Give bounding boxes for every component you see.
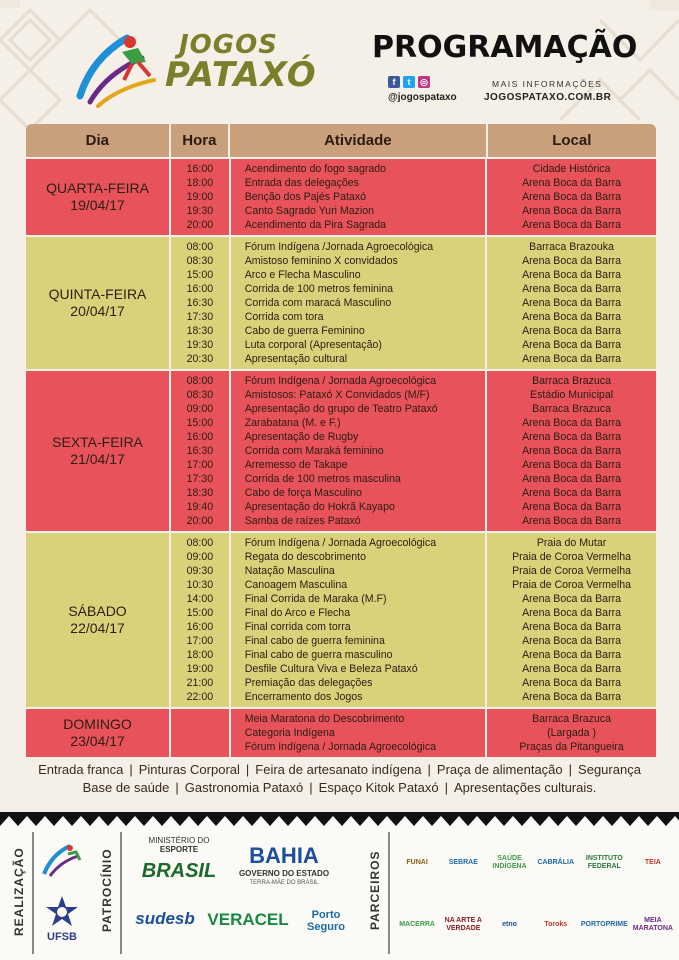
- parceiros-label: PARCEIROS: [368, 850, 382, 930]
- location-cell: Cidade Histórica: [532, 163, 611, 175]
- time-column: [171, 237, 231, 369]
- location-cell: Arena Boca da Barra: [522, 473, 622, 485]
- day-block: [26, 235, 656, 369]
- location-cell: Arena Boca da Barra: [522, 311, 622, 323]
- ufsb-logo: UFSB: [47, 931, 77, 943]
- activity-cell: Arco e Flecha Masculino: [244, 269, 361, 281]
- activity-cell: Fórum Indígena / Jornada Agroecológica: [244, 741, 437, 753]
- day-name: QUINTA-FEIRA: [48, 286, 147, 302]
- partner-logo: SEBRAE: [448, 859, 478, 866]
- time-cell: 16:00: [186, 163, 214, 175]
- time-cell: 14:00: [186, 593, 214, 605]
- partner-logo: Toroks: [544, 921, 568, 928]
- header-location: Local: [552, 132, 592, 149]
- social-icons: [388, 76, 430, 88]
- activity-cell: Final cabo de guerra feminina: [244, 635, 385, 647]
- decorative-strip: [0, 812, 679, 826]
- activity-cell: Regata do descobrimento: [244, 551, 367, 563]
- location-cell: (Largada ): [547, 727, 596, 739]
- day-cell: [26, 533, 171, 707]
- location-cell: Arena Boca da Barra: [522, 177, 622, 189]
- location-cell: Arena Boca da Barra: [522, 339, 622, 351]
- location-cell: Arena Boca da Barra: [522, 593, 622, 605]
- activity-cell: Apresentação cultural: [244, 353, 348, 365]
- day-name: SÁBADO: [68, 603, 127, 619]
- info-item: Segurança: [578, 762, 641, 777]
- partner-logo: NA ARTE A VERDADE: [444, 917, 482, 932]
- day-date: 19/04/17: [70, 197, 125, 213]
- ministerio-line1: MINISTÉRIO DO: [148, 836, 210, 845]
- time-cell: 16:30: [186, 297, 214, 309]
- day-name: SEXTA-FEIRA: [52, 434, 143, 450]
- location-column: [487, 159, 656, 235]
- activity-cell: Arremesso de Takape: [244, 459, 348, 471]
- website-link[interactable]: JOGOSPATAXO.COM.BR: [484, 92, 612, 103]
- table-header: [26, 124, 656, 157]
- info-line-1: [0, 761, 679, 779]
- activity-cell: Meia Maratona do Descobrimento: [244, 713, 405, 725]
- location-cell: Arena Boca da Barra: [522, 269, 622, 281]
- activity-cell: Natação Masculina: [244, 565, 335, 577]
- patrocinio-label: PATROCÍNIO: [100, 848, 114, 932]
- time-cell: 18:30: [186, 325, 214, 337]
- separator: |: [444, 780, 449, 795]
- location-cell: Arena Boca da Barra: [522, 691, 622, 703]
- time-cell: 19:00: [186, 663, 214, 675]
- activity-cell: Benção dos Pajés Pataxó: [244, 191, 367, 203]
- day-cell: [26, 709, 171, 757]
- day-block: [26, 369, 656, 531]
- activity-cell: Cabo de guerra Feminino: [244, 325, 365, 337]
- activity-cell: Entrada das delegações: [244, 177, 359, 189]
- time-cell: 10:30: [186, 579, 214, 591]
- info-item: Feira de artesanato indígena: [255, 762, 422, 777]
- time-cell: 16:30: [186, 445, 214, 457]
- activity-cell: Apresentação do grupo de Teatro Pataxó: [244, 403, 438, 415]
- time-cell: 16:00: [186, 431, 214, 443]
- time-column: [171, 159, 231, 235]
- location-cell: Arena Boca da Barra: [522, 663, 622, 675]
- time-cell: 09:30: [186, 565, 214, 577]
- location-cell: Arena Boca da Barra: [522, 621, 622, 633]
- partner-logo: TEIA: [644, 859, 661, 866]
- time-cell: 18:00: [186, 649, 214, 661]
- sponsors-section: [0, 826, 679, 960]
- location-cell: Arena Boca da Barra: [522, 459, 622, 471]
- location-cell: Barraca Brazuca: [532, 713, 611, 725]
- schedule-table: [26, 124, 656, 757]
- activity-cell: Final do Arco e Flecha: [244, 607, 351, 619]
- location-cell: Arena Boca da Barra: [522, 191, 622, 203]
- activity-cell: Premiação das delegações: [244, 677, 373, 689]
- activity-cell: Acendimento da Pira Sagrada: [244, 219, 387, 231]
- location-cell: Arena Boca da Barra: [522, 635, 622, 647]
- location-column: [487, 237, 656, 369]
- location-cell: Arena Boca da Barra: [522, 219, 622, 231]
- location-cell: Barraca Brazuca: [532, 403, 611, 415]
- activity-cell: Samba de raízes Pataxó: [244, 515, 361, 527]
- location-cell: Praia do Mutar: [536, 537, 607, 549]
- ministerio-line2: ESPORTE: [159, 845, 199, 854]
- day-date: 20/04/17: [70, 303, 125, 319]
- location-cell: Arena Boca da Barra: [522, 353, 622, 365]
- instagram-icon[interactable]: ◎: [418, 76, 430, 88]
- time-cell: 19:30: [186, 205, 214, 217]
- partner-logo: SAÚDE INDÍGENA: [492, 855, 527, 870]
- table-body: [26, 157, 656, 757]
- time-cell: 08:30: [186, 389, 214, 401]
- porto-seguro-line1: Porto: [311, 909, 341, 921]
- activity-cell: Apresentação do Hokrã Kayapo: [244, 501, 395, 513]
- day-block: [26, 531, 656, 707]
- bahia-subtitle: GOVERNO DO ESTADO: [238, 868, 330, 878]
- time-cell: 20:30: [186, 353, 214, 365]
- partner-logo: PORTOPRIME: [580, 921, 628, 928]
- location-cell: Arena Boca da Barra: [522, 255, 622, 267]
- activity-cell: Final corrida com torra: [244, 621, 351, 633]
- activity-cell: Amistosos: Pataxó X Convidados (M/F): [244, 389, 430, 401]
- day-date: 22/04/17: [70, 620, 125, 636]
- activity-cell: Luta corporal (Apresentação): [244, 339, 382, 351]
- ministerio-esporte-logo: [134, 836, 224, 854]
- header: [0, 0, 679, 120]
- location-cell: Arena Boca da Barra: [522, 607, 622, 619]
- time-column: [171, 371, 231, 531]
- header-day: Dia: [26, 124, 171, 157]
- activity-cell: Canoagem Masculina: [244, 579, 348, 591]
- activity-column: [231, 371, 487, 531]
- location-column: [487, 371, 656, 531]
- partner-logo: FUNAI: [406, 859, 428, 866]
- time-cell: 17:00: [186, 459, 214, 471]
- activity-cell: Encerramento dos Jogos: [244, 691, 363, 703]
- day-cell: [26, 237, 171, 369]
- time-cell: 08:00: [186, 241, 214, 253]
- brasil-logo: BRASIL: [141, 859, 217, 882]
- activity-cell: Corrida com Maraká feminino: [244, 445, 384, 457]
- time-cell: 21:00: [186, 677, 214, 689]
- time-cell: 19:40: [186, 501, 214, 513]
- separator: |: [568, 762, 573, 777]
- location-column: [487, 709, 656, 757]
- more-info-label: MAIS INFORMAÇÕES: [492, 79, 603, 89]
- time-cell: 19:30: [186, 339, 214, 351]
- realizacao-label: REALIZAÇÃO: [12, 847, 26, 936]
- activity-cell: Corrida de 100 metros masculina: [244, 473, 401, 485]
- separator: |: [427, 762, 431, 777]
- location-cell: Arena Boca da Barra: [522, 515, 622, 527]
- location-cell: Arena Boca da Barra: [522, 325, 622, 337]
- time-cell: 18:30: [186, 487, 214, 499]
- activity-cell: Acendimento do fogo sagrado: [244, 163, 387, 175]
- activity-cell: Desfile Cultura Viva e Beleza Pataxó: [244, 663, 418, 675]
- activity-cell: Corrida com tora: [244, 311, 324, 323]
- separator: |: [129, 762, 133, 777]
- time-cell: 15:00: [186, 417, 214, 429]
- time-cell: 15:00: [186, 607, 214, 619]
- location-cell: Arena Boca da Barra: [522, 297, 622, 309]
- time-column: [171, 709, 231, 757]
- info-item: Gastronomia Pataxó: [184, 780, 304, 795]
- day-cell: [26, 159, 171, 235]
- location-cell: Praças da Pitangueira: [519, 741, 624, 753]
- day-date: 23/04/17: [70, 733, 125, 749]
- sudesb-logo: sudesb: [135, 909, 195, 928]
- time-cell: 17:30: [186, 473, 214, 485]
- event-info: [0, 761, 679, 797]
- activity-cell: Zarabatana (M. e F.): [244, 417, 341, 429]
- activity-cell: Fórum Indígena /Jornada Agroecológica: [244, 241, 434, 253]
- time-cell: 08:00: [186, 537, 214, 549]
- activity-cell: Cabo de força Masculino: [244, 487, 362, 499]
- time-cell: 09:00: [186, 403, 214, 415]
- bahia-subtitle-2: TERRA-MÃE DO BRASIL: [249, 879, 319, 886]
- activity-cell: Canto Sagrado Yuri Mazion: [244, 205, 375, 217]
- info-line-2: [0, 779, 679, 797]
- activity-cell: Apresentação de Rugby: [244, 431, 359, 443]
- activity-cell: Final cabo de guerra masculino: [244, 649, 393, 661]
- partner-logo: CABRÁLIA: [537, 859, 575, 866]
- time-cell: 18:00: [186, 177, 214, 189]
- location-cell: Barraca Brazuca: [532, 375, 611, 387]
- activity-cell: Amistoso feminino X convidados: [244, 255, 398, 267]
- partner-logo: MACERRA: [399, 921, 435, 928]
- info-item: Entrada franca: [38, 762, 124, 777]
- partners-grid: [396, 834, 674, 954]
- day-block: [26, 157, 656, 235]
- info-item: Base de saúde: [82, 780, 170, 795]
- divider: [32, 832, 34, 954]
- logo-line2: PATAXÓ: [165, 55, 317, 95]
- divider: [388, 832, 390, 954]
- location-cell: Arena Boca da Barra: [522, 677, 622, 689]
- partner-logo: INSTITUTO FEDERAL: [585, 855, 623, 870]
- day-name: QUARTA-FEIRA: [46, 180, 149, 196]
- activity-column: [231, 159, 487, 235]
- activity-cell: Categoria Indígena: [244, 727, 335, 739]
- facebook-icon[interactable]: f: [388, 76, 400, 88]
- time-cell: 15:00: [186, 269, 214, 281]
- activity-cell: Final Corrida de Maraka (M.F): [244, 593, 387, 605]
- time-cell: 17:30: [186, 311, 214, 323]
- jogos-pataxo-small-logo-icon: [40, 838, 84, 878]
- info-item: Pinturas Corporal: [138, 762, 240, 777]
- location-cell: Praia de Coroa Vermelha: [512, 551, 632, 563]
- activity-column: [231, 709, 487, 757]
- location-cell: Arena Boca da Barra: [522, 487, 622, 499]
- logo-line1: JOGOS: [179, 30, 278, 60]
- header-activity: Atividade: [230, 124, 488, 157]
- location-cell: Arena Boca da Barra: [522, 445, 622, 457]
- social-handle[interactable]: @jogospataxo: [388, 92, 457, 103]
- logo-wordmark: [165, 30, 317, 95]
- day-block: [26, 707, 656, 757]
- location-cell: Estádio Municipal: [530, 389, 614, 401]
- divider: [120, 832, 122, 954]
- activity-cell: Corrida de 100 metros feminina: [244, 283, 394, 295]
- activity-cell: Corrida com maracá Masculino: [244, 297, 392, 309]
- separator: |: [175, 780, 179, 795]
- location-cell: Arena Boca da Barra: [522, 431, 622, 443]
- day-date: 21/04/17: [70, 451, 125, 467]
- header-hour: Hora: [171, 124, 230, 157]
- partner-logo: MEIA MARATONA: [632, 917, 673, 932]
- location-cell: Arena Boca da Barra: [522, 205, 622, 217]
- day-cell: [26, 371, 171, 531]
- location-cell: Barraca Brazouka: [529, 241, 614, 253]
- info-item: Praça de alimentação: [436, 762, 563, 777]
- time-cell: 17:00: [186, 635, 214, 647]
- time-column: [171, 533, 231, 707]
- location-cell: Praia de Coroa Vermelha: [512, 579, 632, 591]
- activity-cell: Fórum Indígena / Jornada Agroecológica: [244, 537, 437, 549]
- location-cell: Arena Boca da Barra: [522, 283, 622, 295]
- jogos-pataxo-emblem-icon: [72, 18, 162, 108]
- veracel-logo: VERACEL: [207, 910, 289, 929]
- activity-column: [231, 533, 487, 707]
- bahia-logo: BAHIA: [249, 843, 319, 868]
- separator: |: [309, 780, 313, 795]
- location-column: [487, 533, 656, 707]
- activity-cell: Fórum Indígena / Jornada Agroecológica: [244, 375, 437, 387]
- twitter-icon[interactable]: t: [403, 76, 415, 88]
- page-title: PROGRAMAÇÃO: [372, 30, 638, 65]
- day-name: DOMINGO: [63, 716, 132, 732]
- location-cell: Arena Boca da Barra: [522, 417, 622, 429]
- separator: |: [245, 762, 250, 777]
- porto-seguro-line2: Seguro: [307, 921, 345, 933]
- location-cell: Praia de Coroa Vermelha: [512, 565, 632, 577]
- time-cell: 20:00: [186, 515, 214, 527]
- time-cell: 20:00: [186, 219, 214, 231]
- porto-seguro-logo: [294, 904, 358, 938]
- time-cell: 09:00: [186, 551, 214, 563]
- location-cell: Arena Boca da Barra: [522, 501, 622, 513]
- time-cell: 16:00: [186, 283, 214, 295]
- time-cell: 16:00: [186, 621, 214, 633]
- time-cell: 08:00: [186, 375, 214, 387]
- time-cell: 19:00: [186, 191, 214, 203]
- location-cell: Arena Boca da Barra: [522, 649, 622, 661]
- partner-logo: etno: [502, 921, 517, 928]
- activity-column: [231, 237, 487, 369]
- ufsb-emblem-icon: [44, 894, 80, 930]
- time-cell: 08:30: [186, 255, 214, 267]
- info-item: Apresentações culturais.: [454, 780, 597, 795]
- info-item: Espaço Kitok Pataxó: [318, 780, 439, 795]
- time-cell: 22:00: [186, 691, 214, 703]
